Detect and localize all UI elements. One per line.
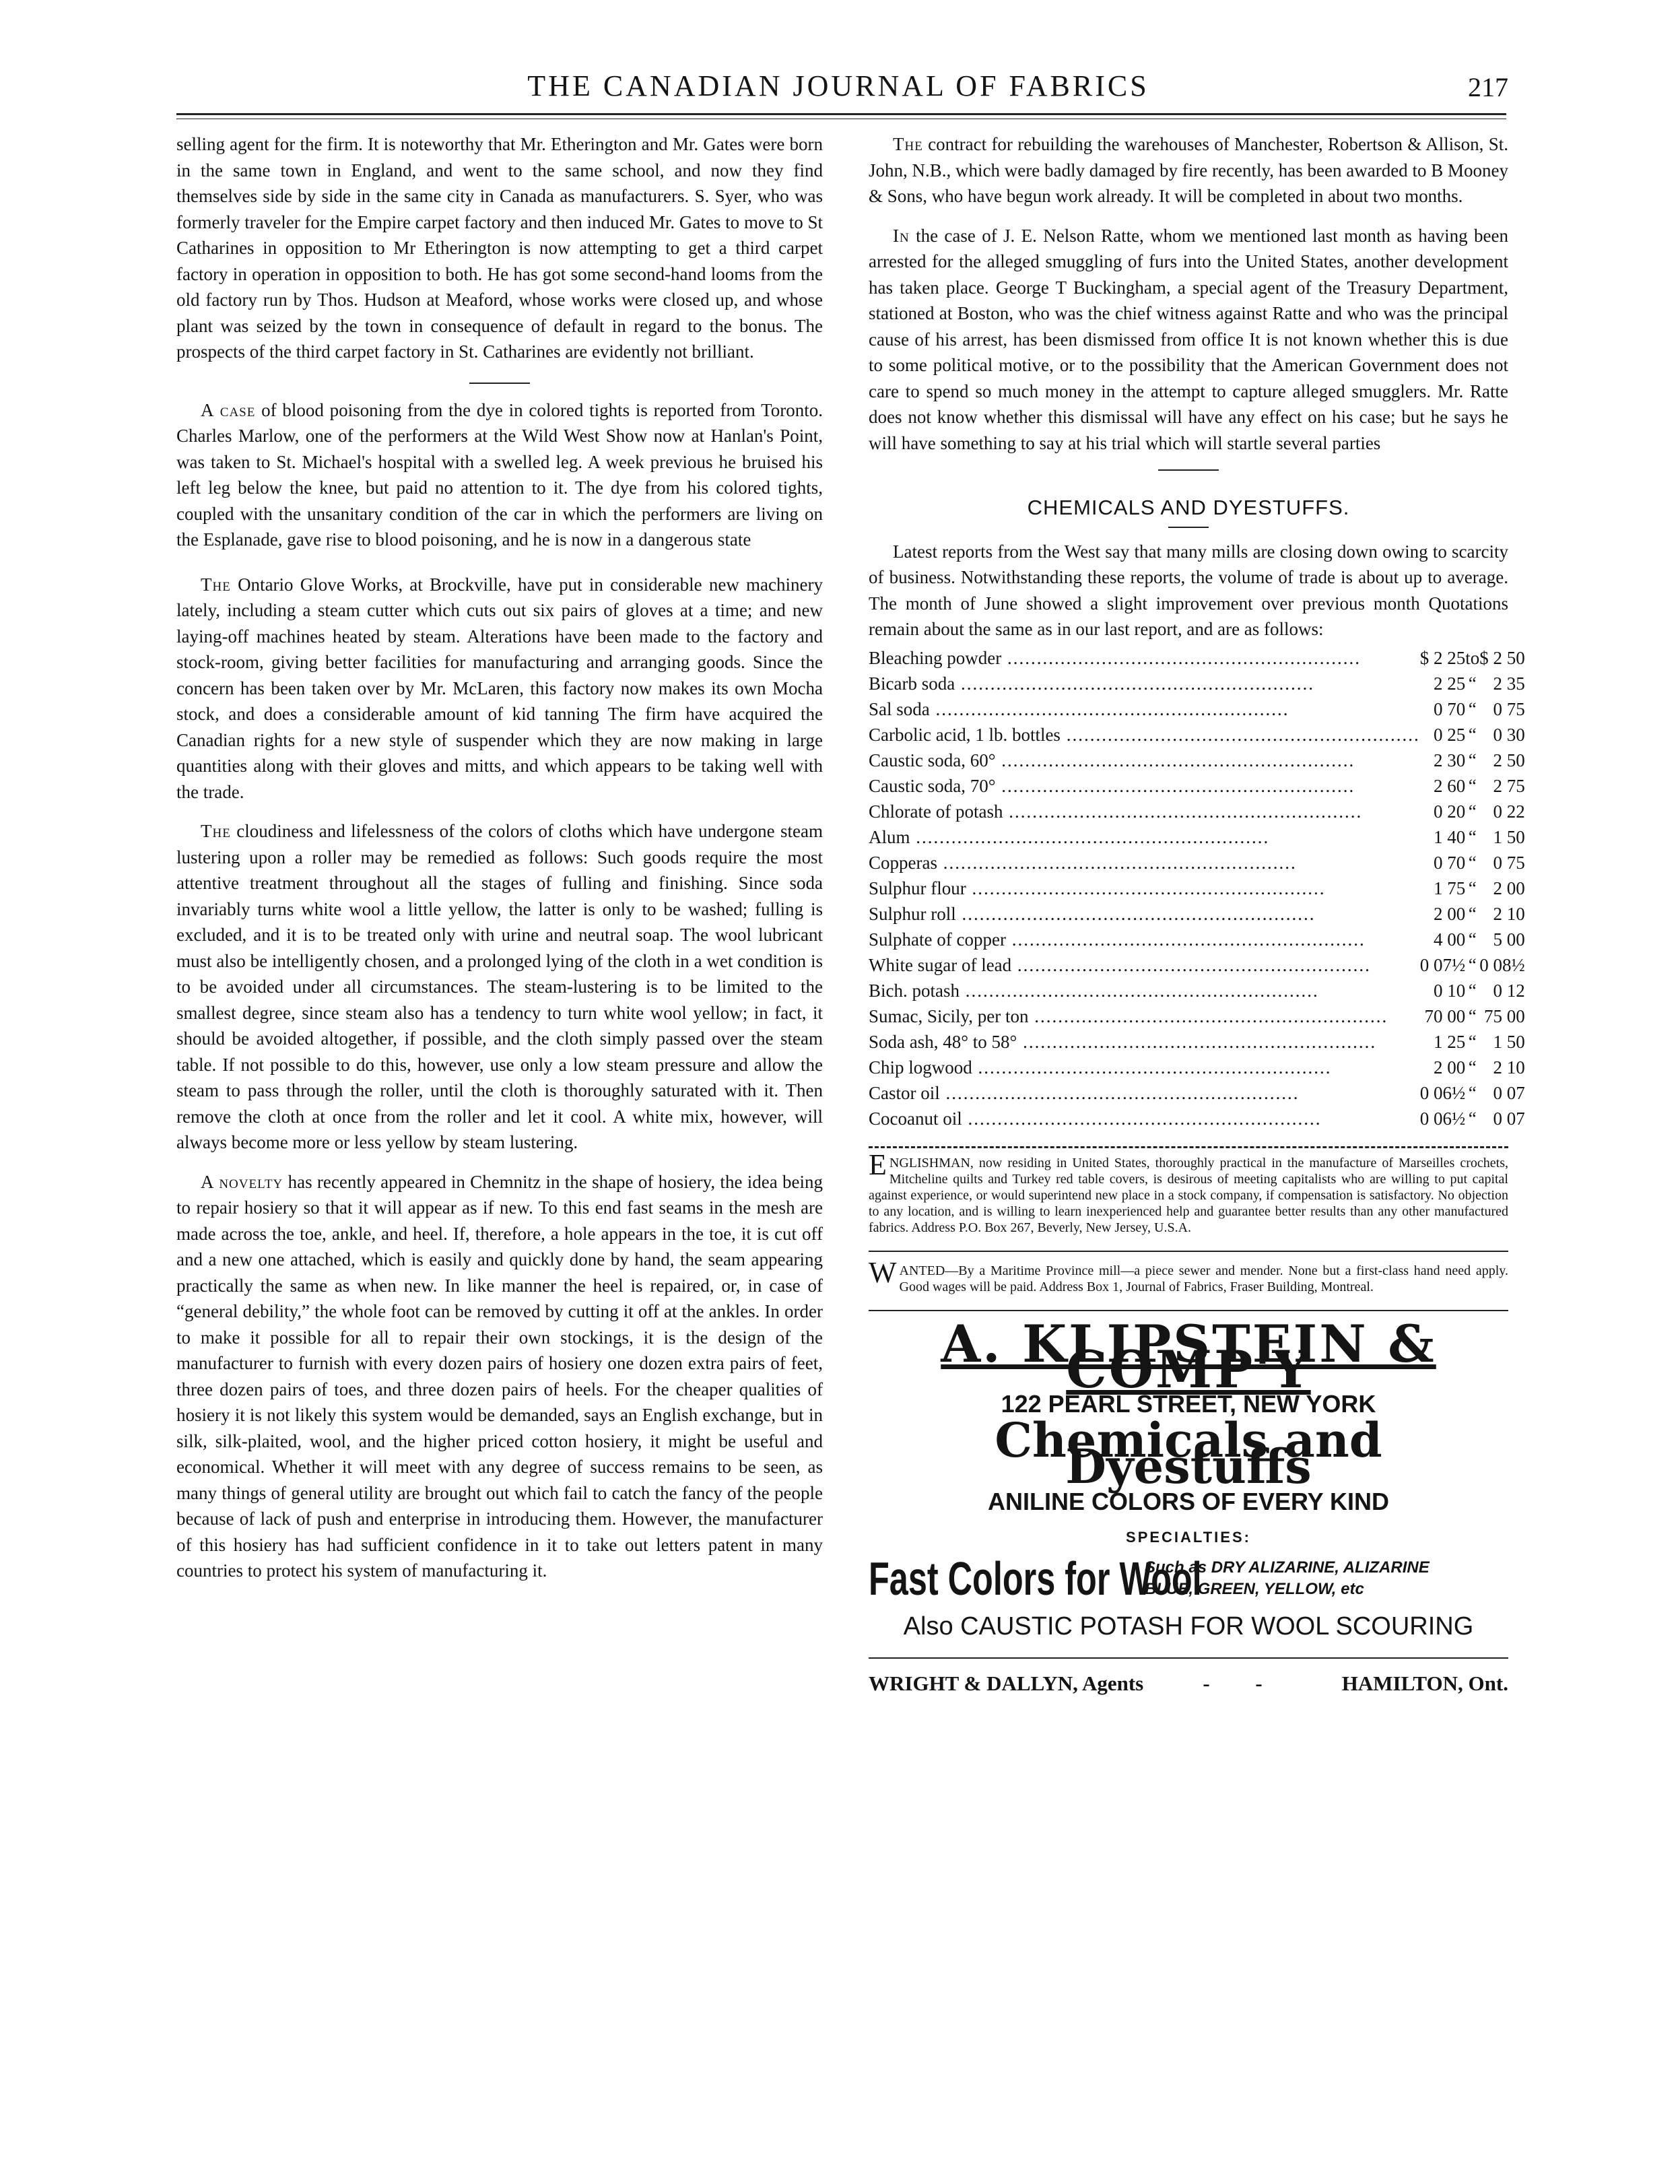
article-paragraph: Latest reports from the West say that many mills are closing down owing to scarcity of business. Notwithstanding these reports, the volume of trade is about up to average. The month of June showed a slight improvement over previous month Quotations remain about the same as in our last report, and are as follows: [869,541,1508,639]
price-item-name: Carbolic acid, 1 lb. bottles ............................................................ [869,724,1420,745]
price-high: 2 50 [1493,750,1525,770]
price-item-name: Bich. potash ............................................................ [869,980,1319,1001]
price-item-name: Copperas ............................................................ [869,852,1297,873]
price-item-name: Sulphur flour ............................................................ [869,878,1326,898]
article-paragraph: The Ontario Glove Works, at Brockville, have put in considerable new machinery lately, including a steam cutter which cuts out six pairs of gloves at a time; and new laying-off machines heated by steam. Alterations have been made to the factory and stock-room, giving better facilities for manufacturing and arranging goods. Since the concern has been taken over by Mr. McLaren, this factory now makes its own Mocha stock, and does a considerable amount of kid tanning The firm have acquired the Canadian rights for a new style of suspender which they are now making in large quantities along with their gloves and mitts, and which appears to be taking well with the trade. [176,574,823,802]
price-low: $ 2 25 [1419,647,1466,668]
price-low: 4 00 [1433,929,1466,950]
ad-agents-city: HAMILTON, Ont. [1341,1671,1508,1695]
price-high: 5 00 [1493,929,1525,950]
article-paragraph: A novelty has recently appeared in Chemnitz in the shape of hosiery, the idea being to repair hosiery so that it will appear as if new. To this end fast seams in the mesh are made across the toe, ankle, and heel. If, therefore, a hole appears in the toe, it is cut off and a new one attached, which is easily and quickly done by hand, the seam appearing practically the same as when new. In like manner the heel is repaired, or, in case of “general debility,” the whole foot can be removed by cutting it off at the ankles. In order to make it possible for all to repair their own stockings, it is the design of the manufacturer to furnish with every dozen pairs of hosiery one dozen extra pairs of feet, three dozen pairs of toes, and three dozen pairs of heels. For the cheaper qualities of hosiery it is not likely this system would be demanded, says an English exchange, but in silk, silk-plaited, wool, and the higher priced cotton hosiery, it might be useful and economical. Whether it will meet with any degree of success remains to be seen, as many things of general utility are brought out which fail to catch the fancy of the people because of lack of push and enterprise in introducing them. However, the manufacturer of this hosiery has had sufficient confidence in it to take out letters patent in many countries to protect his system of manufacturing it. [176,1171,823,1581]
classified-ad: WANTED—By a Maritime Province mill—a piece sewer and mender. None but a first-class hand need apply. Good wages will be paid. Address Box 1, Journal of Fabrics, Fraser Building, Montreal. [869,1255,1508,1294]
price-high: 2 35 [1493,673,1525,694]
ad-fast-colors-title: Fast Colors for Wool [869,1552,1202,1605]
price-low: 2 00 [1433,903,1466,924]
price-item-name: Chlorate of potash ............................................................ [869,801,1363,822]
price-item-name: Alum ............................................................ [869,826,1270,847]
price-high: 0 07 [1493,1082,1525,1103]
page-header [168,62,1508,109]
price-high: 0 12 [1493,980,1525,1001]
ad-headline: Chemicals and Dyestuffs [995,1412,1382,1494]
divider [869,1310,1508,1311]
price-low: 0 20 [1433,801,1466,822]
price-item-name: Bicarb soda ............................................................ [869,673,1314,694]
price-row [869,1003,1525,1029]
price-item-name: Sal soda ............................................................ [869,698,1289,719]
price-table [869,645,1525,1131]
price-to: “ [1468,954,1477,975]
article-paragraph: In the case of J. E. Nelson Ratte, whom we mentioned last month as having been arrested for the alleged smuggling of furs into the United States, another development has taken place. George T Buckingham, a special agent of the Treasury Department, stationed at Boston, who was the chief witness against Ratte and who was the principal cause of his arrest, has been dismissed from office It is not known whether this is due to some political motive, or to the possibility that the American Government does not care to spend so much money in the attempt to capture alleged smugglers. Mr. Ratte does not know whether this dismissal will have any effect on his case; but he says he will have something to say at his trial which will startle several parties [869,225,1508,453]
price-row [869,952,1525,978]
price-to: “ [1468,724,1477,745]
ad-agents [869,1671,1508,1697]
price-row [869,696,1525,722]
price-item-name: Sumac, Sicily, per ton ............................................................ [869,1005,1388,1026]
price-to: “ [1468,1108,1477,1129]
price-to: “ [1468,1057,1477,1078]
journal-title: THE CANADIAN JOURNAL OF FABRICS [527,69,1149,102]
price-high: 0 75 [1493,852,1525,873]
price-high: 0 30 [1493,724,1525,745]
classified-ad: ENGLISHMAN, now residing in United States, thoroughly practical in the manufacture of Marseilles crochets, Mitcheline quilts and Turkey red table covers, is desirous of meeting capitalists who are willing to put capital against experience, or would superintend new place in a stock company, if compensation is satisfactory. No objection to any location, and is willing to learn inexperienced help and guarantee better results than any other manufactured fabrics. Address P.O. Box 267, Beverly, New Jersey, U.S.A. [869,1148,1508,1235]
price-low: 1 75 [1433,878,1466,898]
price-low: 0 07½ [1419,954,1466,975]
price-item-name: Caustic soda, 60° ............................................................ [869,750,1355,770]
price-low: 0 70 [1433,852,1466,873]
price-row [869,722,1525,748]
ad-company-name: A. KLIPSTEIN & COMP'Y [941,1313,1436,1399]
price-row [869,1106,1525,1131]
article-paragraph: A case of blood poisoning from the dye in colored tights is reported from Toronto. Charles Marlow, one of the performers at the Wild West Show now at Hanlan's Point, was taken to St. Michael's hospital with a swelled leg. A week previous he bruised his left leg below the knee, but paid no attention to it. The dye from his colored tights, coupled with the unsanitary condition of the car in which the performers are living on the Esplanade, gave rise to blood poisoning, and he is now in a dangerous state [176,399,823,550]
price-low: 1 25 [1433,1031,1466,1052]
divider [869,1251,1508,1252]
price-low: 0 10 [1433,980,1466,1001]
price-to: “ [1468,750,1477,770]
ad-divider [869,1657,1508,1659]
price-to: “ [1468,903,1477,924]
price-low: 2 25 [1433,673,1466,694]
price-low: 70 00 [1424,1005,1466,1026]
price-to: “ [1468,929,1477,950]
price-item-name: White sugar of lead ............................................................ [869,954,1371,975]
price-low: 0 25 [1433,724,1466,745]
price-item-name: Chip logwood ............................................................ [869,1057,1332,1078]
price-low: 0 06½ [1419,1082,1466,1103]
article-paragraph: The cloudiness and lifelessness of the colors of cloths which have undergone steam lustering upon a roller may be remedied as follows: Such goods require the most attentive treatment throughout all the stages of fulling and finishing. Since soda invariably turns white wool a little yellow, the latter is only to be washed; fulling is excluded, and it is to be treated only with urine and neutral soap. The wool lubricant must also be intelligently chosen, and a prolonged lying of the cloth in a wet condition is to be avoided under all circumstances. The steam-lustering is to be limited to the smallest degree, since steam also has a tendency to turn white wool yellow; in fact, it should be avoided altogether, if possible, and the cloth simply passed over the steam table. If not possible to do this, however, use only a low steam pressure and allow the steam to pass through the roller, until the cloth is thoroughly saturated with it. Then remove the cloth at once from the roller and let it cool. A white mix, however, will always become more or less yellow by steam lustering. [176,821,823,1152]
price-row [869,850,1525,875]
price-item-name: Soda ash, 48° to 58° ............................................................ [869,1031,1377,1052]
price-row [869,773,1525,799]
price-row [869,1080,1525,1106]
price-item-name: Cocoanut oil ............................................................ [869,1108,1322,1129]
price-to: to [1465,647,1480,668]
price-high: 0 75 [1493,698,1525,719]
price-row [869,645,1525,671]
heading-rule [1168,527,1209,528]
article-paragraph: The contract for rebuilding the warehouses of Manchester, Robertson & Allison, St. John, N.B., which were badly damaged by fire recently, has been awarded to B Mooney & Sons, who have begun work already. It will be completed in about two months. [869,134,1508,206]
price-high: 75 00 [1483,1005,1525,1026]
price-to: “ [1468,1005,1477,1026]
ad-fast-colors [869,1552,1508,1605]
price-to: “ [1468,698,1477,719]
price-row [869,927,1525,952]
price-low: 2 30 [1433,750,1466,770]
ad-fast-colors-note: Such as DRY ALIZARINE, ALIZARINE BLUE, GREEN, YELLOW, etc [1145,1558,1430,1598]
price-low: 2 60 [1433,775,1466,796]
ad-address: 122 PEARL STREET, NEW YORK [1001,1389,1376,1418]
price-to: “ [1468,852,1477,873]
price-high: 2 00 [1493,878,1525,898]
price-low: 2 00 [1433,1057,1466,1078]
price-to: “ [1468,1031,1477,1052]
ad-aniline: ANILINE COLORS OF EVERY KIND [987,1488,1390,1515]
section-heading: CHEMICALS AND DYESTUFFS. [1027,496,1350,519]
price-item-name: Caustic soda, 70° ............................................................ [869,775,1355,796]
klipstein-advertisement [869,1313,1508,1697]
ad-dashes: - - [1203,1671,1283,1695]
price-to: “ [1468,673,1477,694]
price-row [869,978,1525,1003]
price-to: “ [1468,1082,1477,1103]
price-high: 1 50 [1493,826,1525,847]
price-to: “ [1468,826,1477,847]
section-divider [469,383,530,384]
price-item-name: Sulphur roll ............................................................ [869,903,1316,924]
price-to: “ [1468,980,1477,1001]
price-to: “ [1468,801,1477,822]
price-row [869,901,1525,927]
ad-agents-name: WRIGHT & DALLYN, Agents [869,1671,1144,1695]
article-paragraph: selling agent for the firm. It is noteworthy that Mr. Etherington and Mr. Gates were born in the same town in England, and went to the same school, and now they find themselves side by side in the same city in Canada as manufacturers. S. Syer, who was formerly traveler for the Empire carpet factory and then induced Mr. Gates to move to St Catharines in opposition to Mr Etherington is now attempting to get a third carpet factory in operation in opposition to both. He has got some second-hand looms from the old factory run by Thos. Hudson at Meaford, whose works were closed up, and whose plant was seized by the town in consequence of default in regard to the bonus. The prospects of the third carpet factory in St. Catharines are evidently not brilliant. [176,134,823,362]
price-row [869,1029,1525,1055]
price-high: 2 75 [1493,775,1525,796]
page-number: 217 [1468,72,1508,102]
price-row [869,1055,1525,1080]
ad-caustic: Also CAUSTIC POTASH FOR WOOL SCOURING [903,1612,1474,1641]
dashed-divider [869,1146,1508,1148]
price-row [869,748,1525,773]
ad-specialties: SPECIALTIES: [1126,1528,1251,1546]
price-item-name: Bleaching powder ............................................................ [869,647,1361,668]
price-to: “ [1468,878,1477,898]
price-row [869,824,1525,850]
price-row [869,875,1525,901]
left-column [176,131,823,1584]
section-divider [1158,469,1219,471]
price-high: $ 2 50 [1479,647,1525,668]
price-low: 0 70 [1433,698,1466,719]
price-high: 1 50 [1493,1031,1525,1052]
price-high: 0 22 [1493,801,1525,822]
price-to: “ [1468,775,1477,796]
price-high: 2 10 [1493,1057,1525,1078]
price-high: 0 08½ [1479,954,1525,975]
right-column [869,131,1525,1696]
price-high: 2 10 [1493,903,1525,924]
price-low: 1 40 [1433,826,1466,847]
price-high: 0 07 [1493,1108,1525,1129]
price-low: 0 06½ [1419,1108,1466,1129]
price-item-name: Castor oil ............................................................ [869,1082,1300,1103]
price-row [869,799,1525,824]
price-row [869,671,1525,696]
price-item-name: Sulphate of copper ............................................................ [869,929,1366,950]
header-rule [176,113,1506,115]
